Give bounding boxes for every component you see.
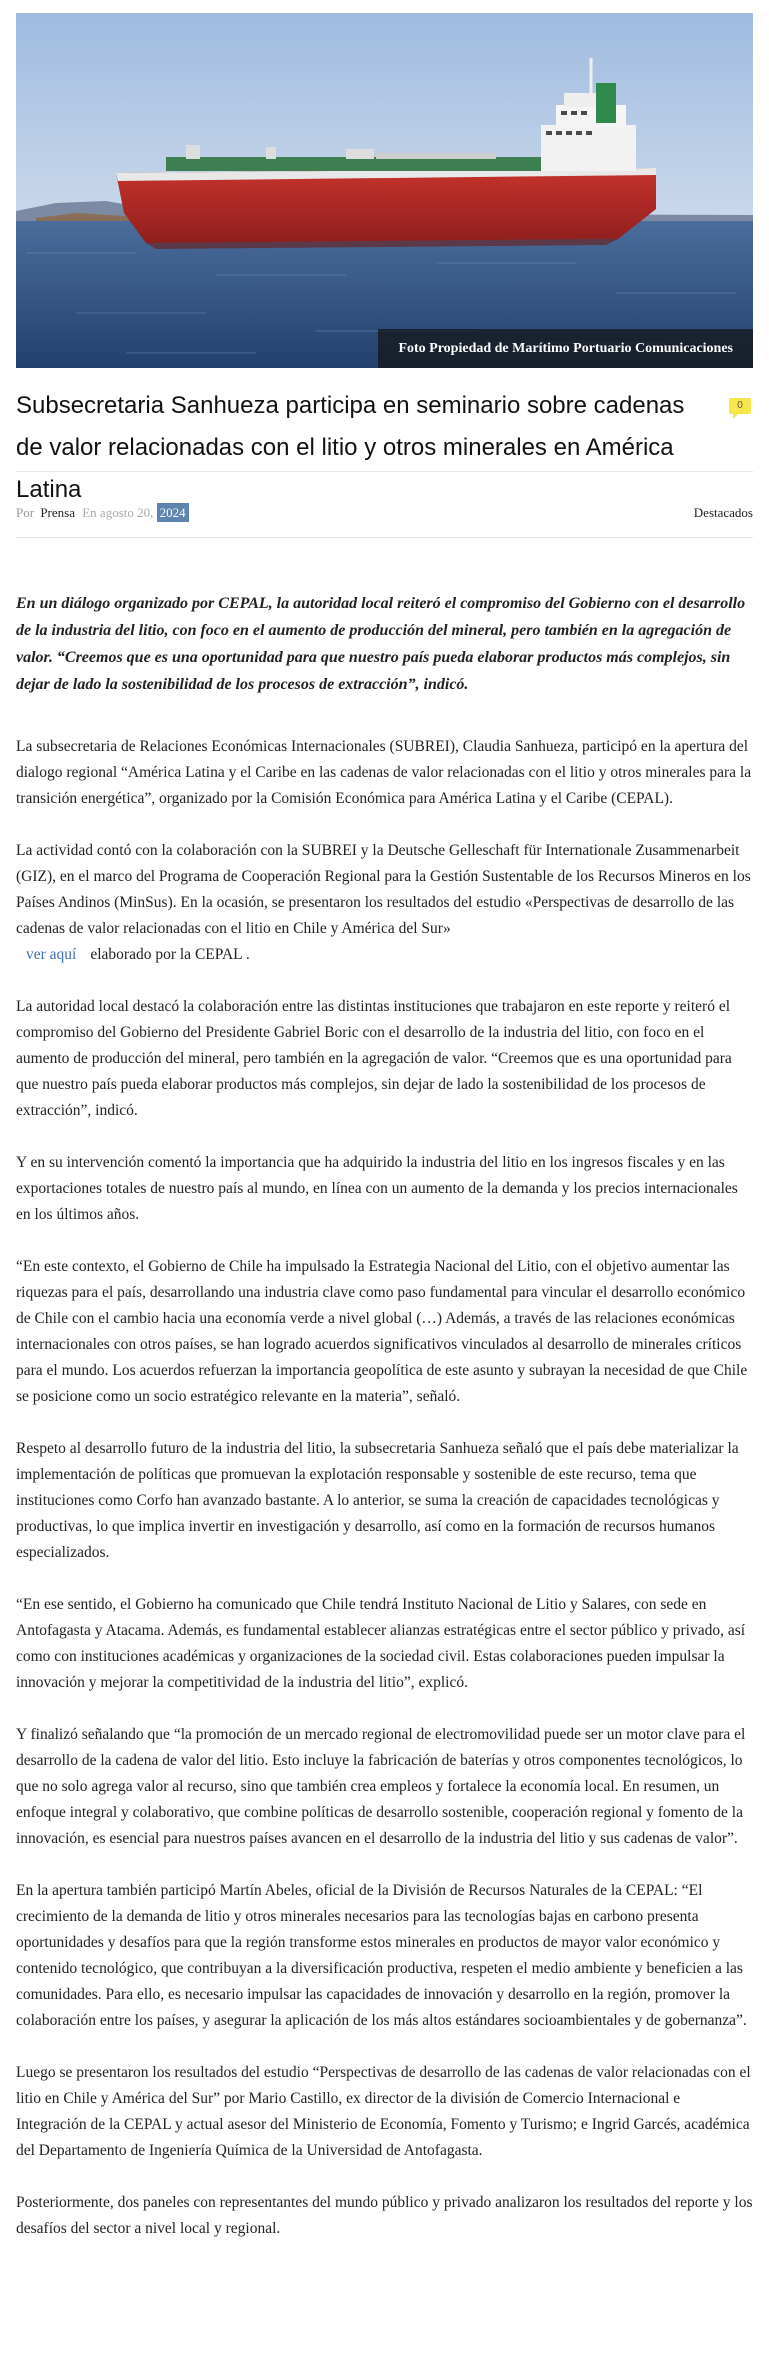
paragraph-8: Y finalizó señalando que “la promoción de un mercado regional de electromovilidad puede ser un motor clave para el desarrollo de la cadena de valor del litio. Esto incluye la fabricación de baterías y otros componentes tecnológicos, lo que no solo agrega valor al recurso, sino que también crea empleos y fortalece la economía local. En resumen, un enfoque integral y colaborativo, que combine políticas de desarrollo sostenible, cooperación regional y fomento de la innovación, es esencial para nuestros países avancen en el desarrollo de la industria del litio y sus cadenas de valor”.: [16, 1726, 746, 1847]
paragraph-4: Y en su intervención comentó la importancia que ha adquirido la industria del litio en los ingresos fiscales y en las exportaciones totales de nuestro país al mundo, en línea con un aumento de la demanda y los precios internacionales en los últimos años.: [16, 1154, 738, 1223]
article-title: Subsecretaria Sanhueza participa en seminario sobre cadenas de valor relacionadas con el litio y otros minerales en América Latina: [16, 392, 685, 503]
paragraph-6: Respeto al desarrollo futuro de la industria del litio, la subsecretaria Sanhueza señaló que el país debe materializar la implementación de políticas que promuevan la explotación responsable y sostenible de este recurso, tema que instituciones como Corfo han avanzado bastante. A lo anterior, se suma la creación de capacidades tecnológicas y productivas, lo que implica invertir en investigación y desarrollo, así como en la formación de recursos humanos especializados.: [16, 1440, 739, 1561]
meta-by-label: Por: [16, 505, 35, 520]
article-lead: En un diálogo organizado por CEPAL, la autoridad local reiteró el compromiso del Gobierno con el desarrollo de la industria del litio, con foco en el aumento de producción del mineral, pero también en la agregación de valor. “Creemos que es una oportunidad para que nuestro país pueda elaborar productos más complejos, sin dejar de lado la sostenibilidad de los procesos de extracción”, indicó.: [16, 595, 746, 693]
paragraph-2-tail: elaborado por la CEPAL .: [90, 946, 250, 963]
divider-bottom: [16, 537, 753, 538]
paragraph-10: Luego se presentaron los resultados del estudio “Perspectivas de desarrollo de las cadenas de valor relacionadas con el litio en Chile y América del Sur” por Mario Castillo, ex director de la división de Comercio Internacional e Integración de la CEPAL y actual asesor del Ministerio de Economía, Fomento y Turismo; e Ingrid Garcés, académica del Departamento de Ingeniería Química de la Universidad de Antofagasta.: [16, 2064, 751, 2159]
paragraph-2-text: La actividad contó con la colaboración con la SUBREI y la Deutsche Gelleschaft für Internationale Zusammenarbeit (GIZ), en el marco del Programa de Cooperación Regional para la Gestión Sustentable de los Recursos Mineros en los Países Andinos (MinSus). En la ocasión, se presentaron los resultados del estudio «Perspectivas de desarrollo de las cadenas de valor relacionadas con el litio en Chile y América del Sur»: [16, 842, 751, 937]
paragraph-5: “En este contexto, el Gobierno de Chile ha impulsado la Estrategia Nacional del Litio, con el objetivo aumentar las riquezas para el país, desarrollando una industria clave como paso fundamental para vincular el desarrollo económico de Chile con el cambio hacia una economía verde a nivel global (…) Además, a través de las relaciones económicas internacionales con otros países, se han logrado acuerdos significativos vinculados al desarrollo de minerales críticos para el mundo. Los acuerdos refuerzan la importancia geopolítica de este asunto y subrayan la necesidad de que Chile se posicione como un socio estratégico relevante en la materia”, señaló.: [16, 1258, 748, 1405]
paragraph-11: Posteriormente, dos paneles con representantes del mundo público y privado analizaron los resultados del reporte y los desafíos del sector a nivel local y regional.: [16, 2194, 753, 2237]
author-link[interactable]: Prensa: [40, 505, 75, 520]
divider-top: [16, 471, 753, 472]
photo-caption: Foto Propiedad de Marítimo Portuario Comunicaciones: [378, 329, 753, 368]
paragraph-2: [16, 838, 753, 968]
comments-count-badge[interactable]: 0: [729, 398, 751, 414]
paragraph-3: La autoridad local destacó la colaboración entre las distintas instituciones que trabajaron en este reporte y reiteró el compromiso del Gobierno del Presidente Gabriel Boric con el desarrollo de la industria del litio, con foco en el aumento de producción del mineral, pero también en la agregación de valor. “Creemos que es una oportunidad para que nuestro país pueda elaborar productos más complejos, sin dejar de lado la sostenibilidad de los procesos de extracción”, indicó.: [16, 998, 732, 1119]
article-body: [16, 590, 753, 2268]
meta-year: 2024: [157, 503, 189, 522]
paragraph-7: “En ese sentido, el Gobierno ha comunicado que Chile tendrá Instituto Nacional de Litio y Salares, con sede en Antofagasta y Atacama. Además, es fundamental establecer alianzas estratégicas entre el sector público y privado, así como con instituciones académicas y organizaciones de la sociedad civil. Estas colaboraciones pueden impulsar la innovación y mejorar la competitividad de la industria del litio”, explicó.: [16, 1596, 746, 1691]
ver-aqui-link[interactable]: ver aquí: [26, 946, 77, 963]
article-meta: [16, 502, 753, 524]
category-link[interactable]: Destacados: [693, 505, 753, 520]
meta-date: En agosto 20,: [82, 505, 154, 520]
paragraph-1: La subsecretaria de Relaciones Económicas Internacionales (SUBREI), Claudia Sanhueza, participó en la apertura del dialogo regional “América Latina y el Caribe en las cadenas de valor relacionadas con el litio y otros minerales para la transición energética”, organizado por la Comisión Económica para América Latina y el Caribe (CEPAL).: [16, 738, 752, 807]
paragraph-9: En la apertura también participó Martín Abeles, oficial de la División de Recursos Naturales de la CEPAL: “El crecimiento de la demanda de litio y otros minerales necesarios para las tecnologías bajas en carbono presenta oportunidades y desafíos para que la región transforme estos minerales en productos de mayor valor económico y contenido tecnológico, que contribuyan a la diversificación productiva, respeten el medio ambiente y beneficien a las comunidades. Para ello, es necesario impulsar las capacidades de innovación y desarrollo en la región, promover la colaboración entre los países, y asegurar la aplicación de los más altos estándares socioambientales y de gobernanza”.: [16, 1882, 747, 2029]
ship-photo: [16, 13, 753, 368]
hero-image: [16, 13, 753, 368]
